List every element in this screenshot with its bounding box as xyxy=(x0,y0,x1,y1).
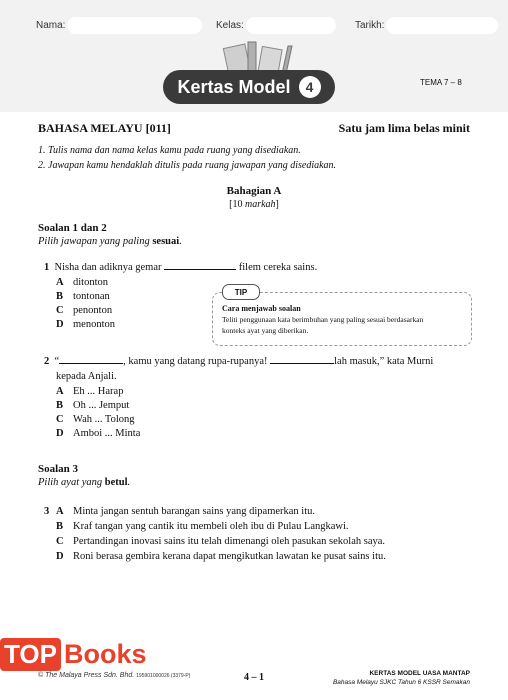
nama-field xyxy=(36,15,202,35)
section-marks: [10 markah] xyxy=(229,199,279,210)
q2-option-a[interactable]: A Eh ... Harap xyxy=(56,386,124,397)
q3-option-a[interactable]: A Minta jangan sentuh barangan sains yang dipamerkan itu. xyxy=(56,506,316,517)
q1-option-d[interactable]: D menonton xyxy=(56,319,115,330)
footer-publisher: © The Malaya Press Sdn. Bhd. 195901000026 (3379-P) xyxy=(38,672,191,679)
question-2-line-2: kepada Anjali. xyxy=(56,371,117,382)
answer-blank xyxy=(270,363,334,364)
soalan-1-2-instruction: Pilih jawapan yang paling sesuai. xyxy=(38,236,182,247)
tip-line-2: konteks ayat yang diberikan. xyxy=(222,326,309,335)
q1-option-b[interactable]: B tontonan xyxy=(56,291,110,302)
question-2: 2 “ , kamu yang datang rupa-rupanya! lah masuk,” kata Murni xyxy=(44,356,434,367)
instruction-1: 1. Tulis nama dan nama kelas kamu pada ruang yang disediakan. xyxy=(38,145,301,156)
question-1-number: 1 xyxy=(44,262,50,273)
answer-blank xyxy=(59,363,123,364)
q3-option-d[interactable]: D Roni berasa gembira kerana dapat mengikutkan lawatan ke pusat sains itu. xyxy=(56,551,386,562)
question-3-number: 3 xyxy=(44,506,50,517)
banner-kertas-model xyxy=(163,70,335,104)
duration: Satu jam lima belas minit xyxy=(338,121,470,135)
q3-option-b[interactable]: B Kraf tangan yang cantik itu membeli oleh ibu di Pulau Langkawi. xyxy=(56,521,349,532)
question-1: 1 Nisha dan adiknya gemar filem cereka sains. xyxy=(44,262,318,273)
section-title: Bahagian A xyxy=(226,185,282,197)
nama-input[interactable] xyxy=(67,17,202,34)
nama-label: Nama: xyxy=(36,19,66,31)
q3-option-c[interactable]: C Pertandingan inovasi sains itu telah dimenangi oleh pasukan sekolah saya. xyxy=(56,536,386,547)
question-2-number: 2 xyxy=(44,356,50,367)
footer-book-subtitle: Bahasa Melayu SJKC Tahun 6 KSSR Semakan xyxy=(332,679,470,686)
soalan-3-instruction: Pilih ayat yang betul. xyxy=(38,477,131,488)
soalan-3-heading: Soalan 3 xyxy=(38,463,79,475)
topbooks-watermark xyxy=(0,632,147,677)
subject-title: BAHASA MELAYU [011] xyxy=(38,121,171,135)
kelas-input[interactable] xyxy=(246,17,336,34)
q2-option-d[interactable]: D Amboi ... Minta xyxy=(56,428,141,439)
banner-title: Kertas Model xyxy=(177,76,291,97)
banner-number: 4 xyxy=(299,76,321,98)
tema-label: TEMA 7 – 8 xyxy=(420,78,462,87)
stationery-illustration-icon xyxy=(218,40,298,74)
q2-option-b[interactable]: B Oh ... Jemput xyxy=(56,400,130,411)
watermark-top: TOP xyxy=(0,638,61,671)
tarikh-field xyxy=(355,15,498,35)
q1-option-a[interactable]: A ditonton xyxy=(56,277,109,288)
footer-book-title: KERTAS MODEL UASA MANTAP xyxy=(369,670,470,677)
tip-line-1: Teliti penggunaan kata berimbuhan yang paling sesuai berdasarkan xyxy=(222,315,424,324)
q2-option-c[interactable]: C Wah ... Tolong xyxy=(56,414,135,425)
q1-option-c[interactable]: C penonton xyxy=(56,305,113,316)
kelas-field xyxy=(216,15,336,35)
tip-badge: TIP xyxy=(222,284,260,300)
answer-blank xyxy=(164,269,236,270)
tip-title: Cara menjawab soalan xyxy=(222,304,301,313)
page-number: 4 – 1 xyxy=(244,672,264,683)
soalan-1-2-heading: Soalan 1 dan 2 xyxy=(38,222,107,234)
tarikh-label: Tarikh: xyxy=(355,19,385,31)
instruction-2: 2. Jawapan kamu hendaklah ditulis pada ruang jawapan yang disediakan. xyxy=(38,160,337,171)
kelas-label: Kelas: xyxy=(216,19,244,31)
tarikh-input[interactable] xyxy=(386,17,498,34)
watermark-books: Books xyxy=(63,639,147,669)
